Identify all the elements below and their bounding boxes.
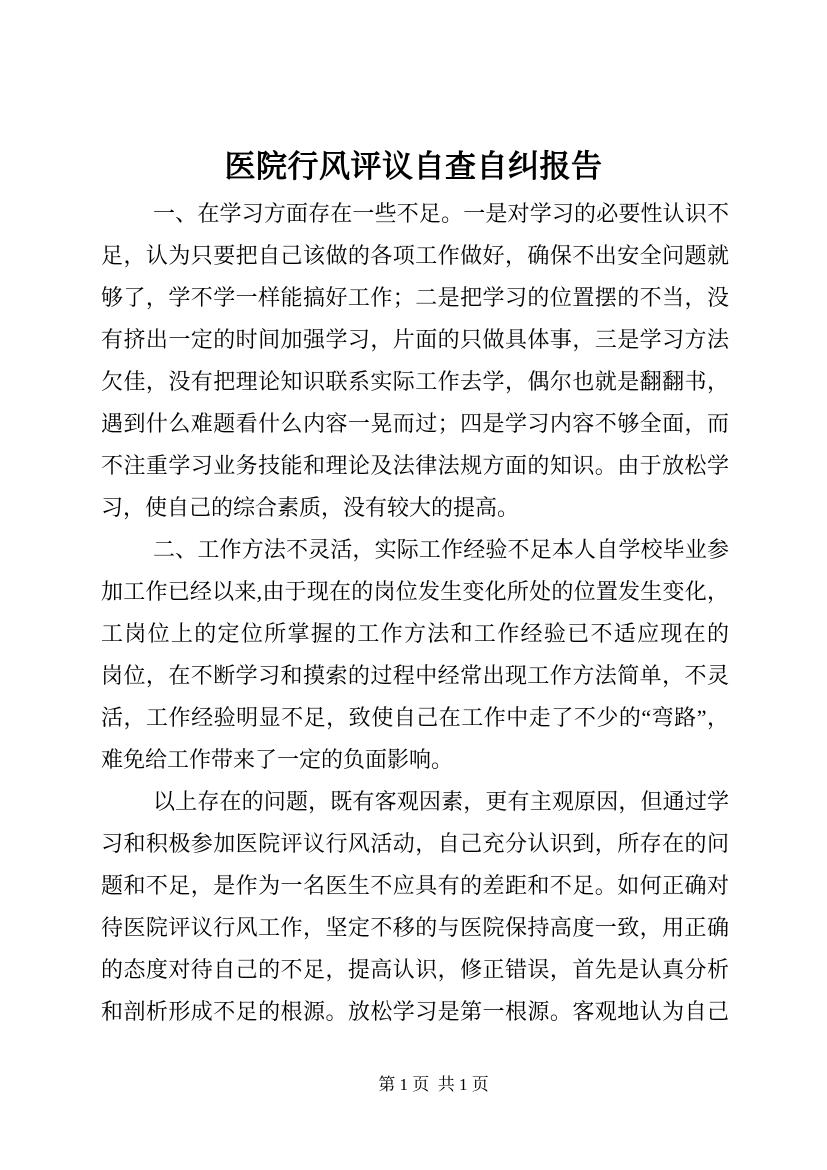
text-line: 有挤出一定的时间加强学习，片面的只做具体事，三是学习方法: [101, 327, 729, 352]
text-line: 二、工作方法不灵活，实际工作经验不足本人自学校毕业参: [153, 537, 729, 562]
text-line: 以上存在的问题，既有客观因素，更有主观原因，但通过学: [153, 789, 729, 814]
text-line: 加工作已经以来,由于现在的岗位发生变化所处的位置发生变化，: [101, 579, 729, 604]
paragraph-2: [101, 529, 729, 781]
text-line: 题和不足，是作为一名医生不应具有的差距和不足。如何正确对: [101, 873, 729, 898]
text-line: 难免给工作带来了一定的负面影响。: [101, 747, 454, 772]
document-body: [101, 193, 729, 1033]
text-line: 遇到什么难题看什么内容一晃而过；四是学习内容不够全面，而: [101, 411, 729, 436]
text-line: 和剖析形成不足的根源。放松学习是第一根源。客观地认为自己: [101, 999, 729, 1024]
text-line: 不注重学习业务技能和理论及法律法规方面的知识。由于放松学: [101, 453, 729, 478]
text-line: 一、在学习方面存在一些不足。一是对学习的必要性认识不: [153, 201, 729, 226]
text-line: 待医院评议行风工作，坚定不移的与医院保持高度一致，用正确: [101, 915, 729, 940]
text-line: 习和积极参加医院评议行风活动，自己充分认识到，所存在的问: [101, 831, 729, 856]
paragraph-1: [101, 193, 729, 529]
page-number-footer: 第 1 页 共 1 页: [378, 1075, 489, 1094]
text-line: 的态度对待自己的不足，提高认识，修正错误，首先是认真分析: [101, 957, 729, 982]
document-title: 医院行风评议自查自纠报告: [224, 149, 603, 184]
text-line: 岗位，在不断学习和摸索的过程中经常出现工作方法简单，不灵: [101, 663, 729, 688]
text-line: 欠佳，没有把理论知识联系实际工作去学，偶尔也就是翻翻书，: [101, 369, 729, 394]
text-line: 活，工作经验明显不足，致使自己在工作中走了不少的“弯路”，: [101, 705, 729, 730]
paragraph-3: [101, 781, 729, 1033]
text-line: 习，使自己的综合素质，没有较大的提高。: [101, 495, 520, 520]
text-line: 足，认为只要把自己该做的各项工作做好，确保不出安全问题就: [101, 243, 729, 268]
text-line: 够了，学不学一样能搞好工作；二是把学习的位置摆的不当，没: [101, 285, 729, 310]
text-line: 工岗位上的定位所掌握的工作方法和工作经验已不适应现在的: [101, 621, 729, 646]
